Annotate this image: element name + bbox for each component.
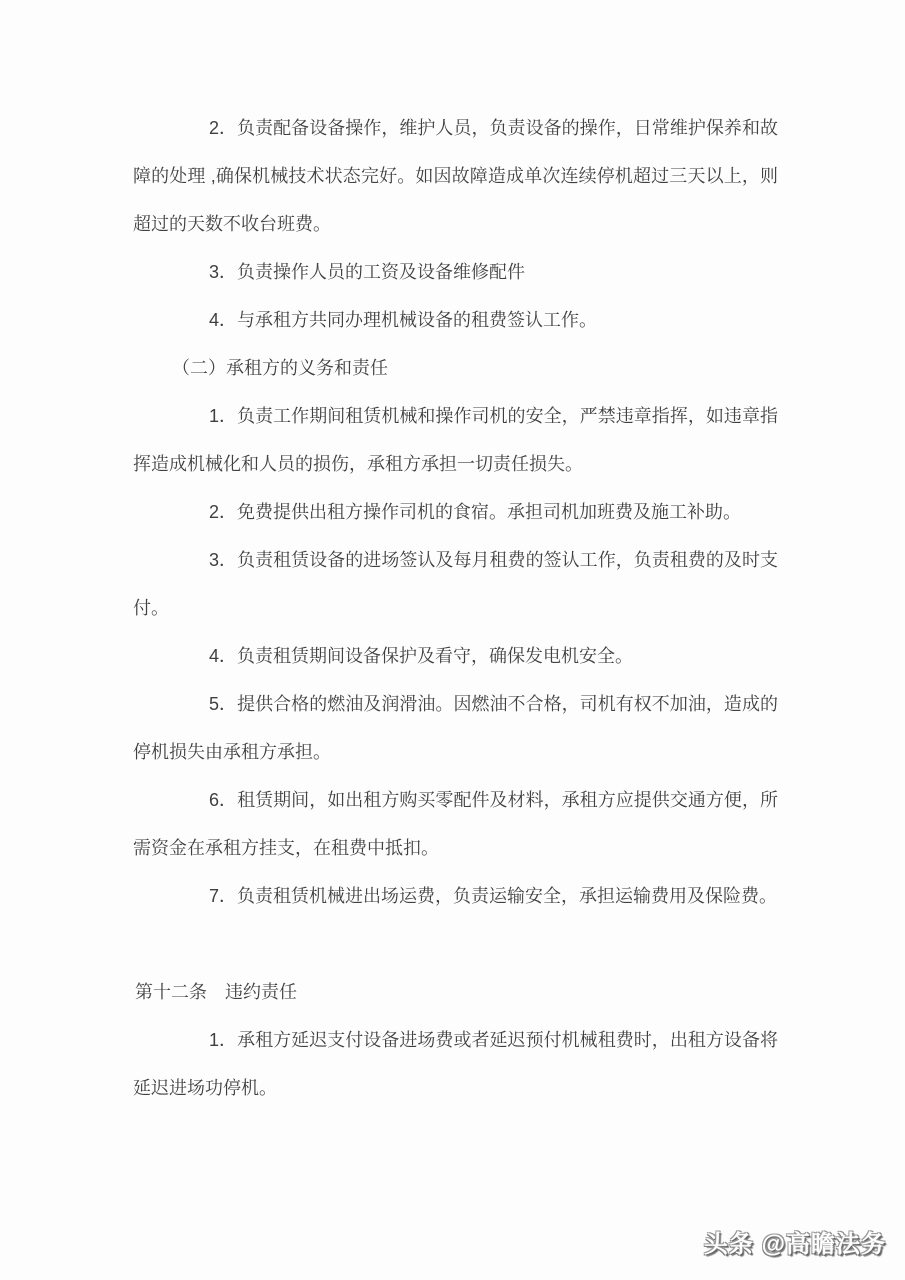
paragraph-2-item: 3．负责操作人员的工资及设备维修配件 [209, 262, 526, 282]
paragraph-4-subheading: （二）承租方的义务和责任 [172, 358, 388, 378]
paragraph-6-item: 2．免费提供出租方操作司机的食宿。承担司机加班费及施工补助。 [209, 502, 742, 522]
paragraph-12-spacer [133, 920, 778, 968]
watermark-toutiao: 头条 @高瞻法务 [703, 1231, 886, 1258]
paragraph-14-item: 1．承租方延迟支付设备进场费或者延迟预付机械租费时，出租方设备将延迟进场功停机。 [133, 1030, 778, 1098]
paragraph-8-item: 4．负责租赁期间设备保护及看守，确保发电机安全。 [209, 646, 634, 666]
paragraph-7-item: 3．负责租赁设备的进场签认及每月租费的签认工作，负责租费的及时支付。 [133, 550, 778, 618]
paragraph-11-item: 7．负责租赁机械进出场运费，负责运输安全，承担运输费用及保险费。 [209, 886, 778, 906]
paragraph-5-item: 1．负责工作期间租赁机械和操作司机的安全，严禁违章指挥，如违章指挥造成机械化和人员的损伤，承租方承担一切责任损失。 [133, 406, 778, 474]
contract-body [133, 0, 778, 1112]
paragraph-3-item: 4．与承租方共同办理机械设备的租费签认工作。 [209, 310, 598, 330]
paragraph-10-item: 6．租赁期间，如出租方购买零配件及材料，承租方应提供交通方便，所需资金在承租方挂支，在租费中抵扣。 [133, 790, 778, 858]
paragraph-1-item: 2．负责配备设备操作，维护人员，负责设备的操作，日常维护保养和故障的处理 ,确保机械技术状态完好。如因故障造成单次连续停机超过三天以上，则超过的天数不收台班费。 [133, 118, 778, 234]
paragraph-9-item: 5．提供合格的燃油及润滑油。因燃油不合格，司机有权不加油，造成的停机损失由承租方承担。 [133, 694, 778, 762]
paragraph-13-heading: 第十二条 违约责任 [135, 982, 297, 1002]
